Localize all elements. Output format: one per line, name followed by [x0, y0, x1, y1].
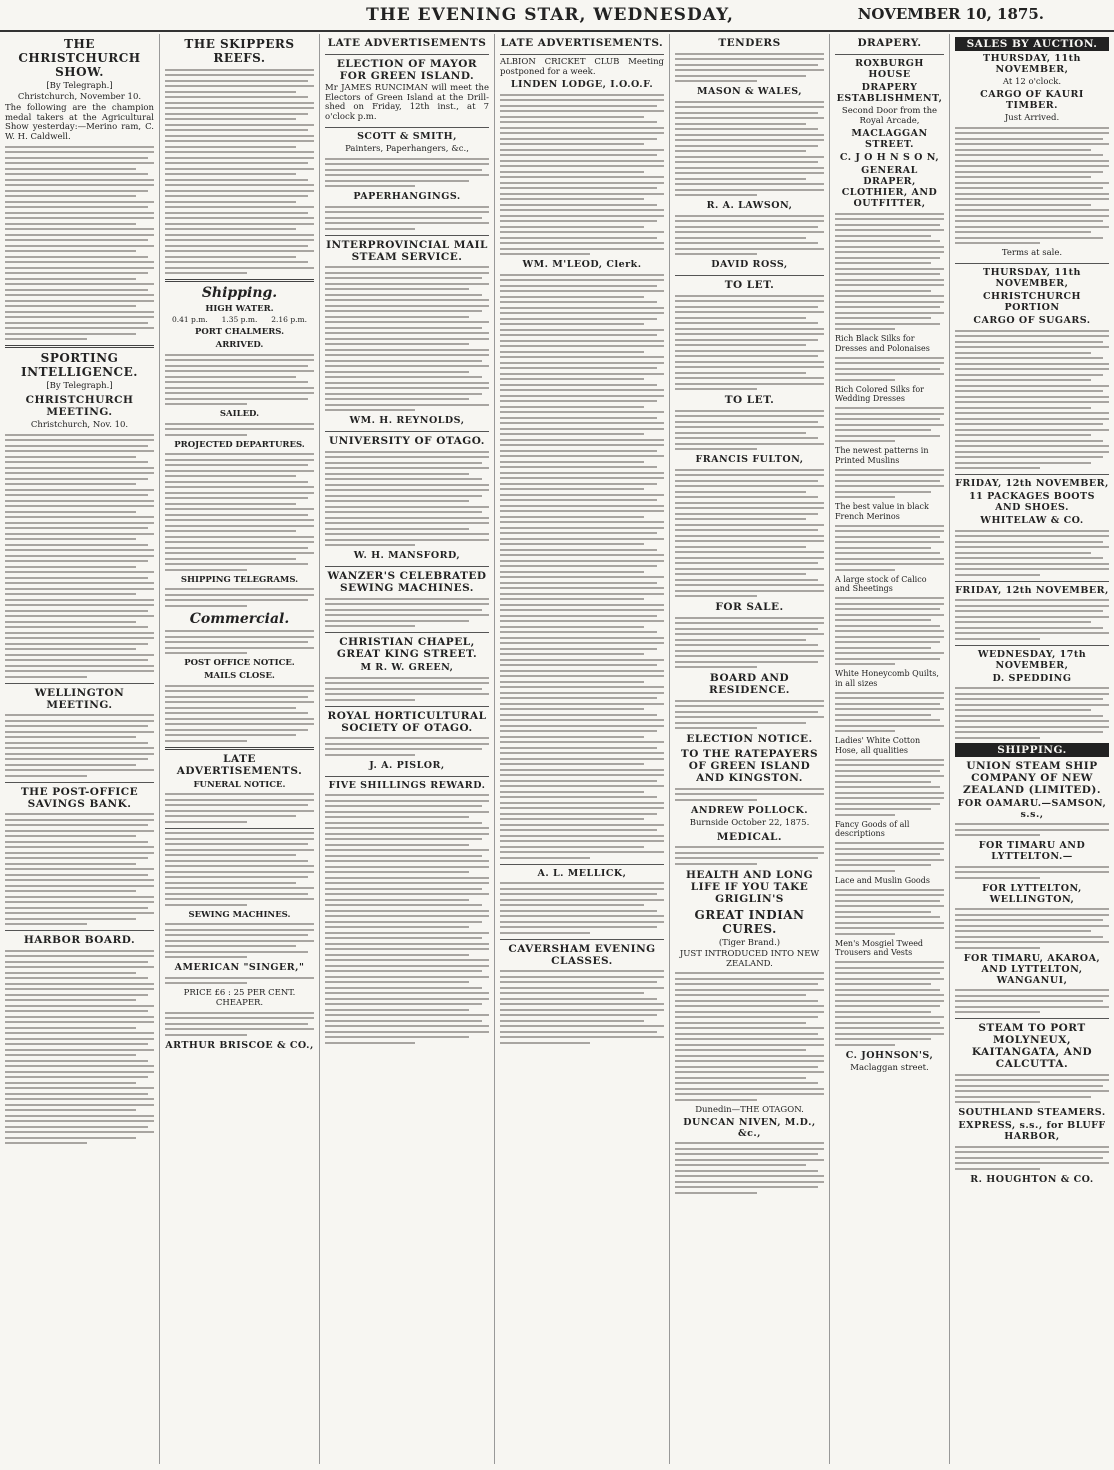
funeral-heading: FUNERAL NOTICE.: [193, 779, 286, 790]
tide-times: [165, 315, 314, 324]
article-body: [955, 330, 1109, 470]
packages-heading: 11 PACKAGES BOOTS AND SHOES.: [969, 491, 1095, 513]
pislor-signature: J. A. PISLOR,: [369, 759, 445, 771]
sewing-heading: SEWING MACHINES.: [188, 909, 291, 920]
tide-a: 0.41 p.m.: [171, 315, 208, 324]
cargo-kauri: CARGO OF KAURI TIMBER.: [980, 89, 1084, 111]
goods-item: The best value in black French Merinos: [835, 502, 929, 521]
just-arrived: Just Arrived.: [1004, 113, 1060, 123]
johnson-name: C. J O H N S O N,: [839, 152, 940, 163]
pollock-signature: ANDREW POLLOCK.: [690, 804, 809, 816]
sales-heading: SALES BY AUCTION.: [955, 37, 1109, 51]
article-body: [500, 94, 664, 256]
article-body: [675, 215, 824, 256]
mason-wales: MASON & WALES,: [696, 86, 803, 97]
article-body: [955, 823, 1109, 836]
for-sale-heading: FOR SALE.: [715, 601, 784, 613]
newspaper-title: THE EVENING STAR, WEDNESDAY,: [366, 5, 734, 25]
for-timaru-2: FOR TIMARU, AKAROA, AND LYTTELTON, WANGANUI,: [963, 952, 1101, 986]
article-body: [325, 737, 489, 756]
cargo-sugars: CARGO OF SUGARS.: [973, 315, 1091, 326]
article-body: [165, 685, 314, 742]
meeting-dateline: Christchurch, Nov. 10.: [30, 420, 129, 430]
show-dateline: Christchurch, November 10.: [17, 92, 142, 102]
high-water-label: HIGH WATER.: [205, 304, 274, 314]
column-6: [830, 34, 950, 1464]
sailed-heading: SAILED.: [219, 409, 260, 419]
show-heading: THE CHRISTCHURCH SHOW.: [18, 37, 141, 79]
spedding-name: D. SPEDDING: [992, 672, 1072, 684]
mansford-signature: W. H. MANSFORD,: [353, 550, 461, 561]
article-body: [5, 146, 154, 341]
article-body: [165, 793, 314, 823]
column-7: [950, 34, 1114, 1464]
goods-list: [835, 334, 944, 1046]
savings-heading: THE POST-OFFICE SAVINGS BANK.: [20, 785, 139, 810]
union-company: UNION STEAM SHIP COMPANY OF NEW ZEALAND (LIMITED).: [962, 759, 1102, 796]
singer-price: PRICE £6 : 25 PER CENT. CHEAPER.: [183, 988, 296, 1008]
mail-heading: INTERPROVINCIAL MAIL STEAM SERVICE.: [326, 238, 488, 263]
article-body: [675, 410, 824, 451]
article-body: [165, 832, 314, 906]
thursday-heading-2: THURSDAY, 11th NOVEMBER,: [983, 267, 1081, 289]
article-body: [5, 714, 154, 777]
article-body: [500, 970, 664, 1044]
maclaggan-signature: Maclaggan street.: [850, 1062, 929, 1073]
article-body: [165, 423, 314, 436]
friday-heading: FRIDAY, 12th NOVEMBER,: [955, 478, 1109, 489]
article-body: [325, 794, 489, 1044]
article-body: [5, 813, 154, 925]
column-2: [160, 34, 320, 1464]
medical-heading: MEDICAL.: [716, 830, 783, 843]
dunedin-line: Dunedin—THE OTAGON.: [695, 1104, 804, 1115]
thursday-heading: THURSDAY, 11th NOVEMBER,: [983, 53, 1081, 75]
niven-name: DUNCAN NIVEN, M.D., &c.,: [683, 1116, 816, 1139]
goods-item: Rich Black Silks for Dresses and Polonaises: [835, 334, 930, 353]
article-body: [500, 274, 664, 859]
article-body: [675, 788, 824, 801]
article-body: [835, 213, 944, 331]
article-body: [5, 950, 154, 1145]
article-body: [5, 434, 154, 678]
late-heading: LATE ADVERTISEMENTS: [327, 37, 487, 49]
article-body: [165, 1012, 314, 1036]
goods-item: A large stock of Calico and Sheetings: [835, 574, 927, 593]
second-door: Second Door from the Royal Arcade,: [841, 106, 938, 126]
roxburgh-house: ROXBURGH HOUSE: [855, 58, 924, 80]
friday-heading-2: FRIDAY, 12th NOVEMBER,: [955, 584, 1109, 596]
article-body: [165, 453, 314, 571]
article-body: [675, 101, 824, 197]
houghton-signature: R. HOUGHTON & CO.: [970, 1173, 1094, 1185]
article-body: [325, 158, 489, 188]
article-body: [955, 908, 1109, 949]
post-office-heading: POST OFFICE NOTICE.: [184, 658, 295, 668]
article-body: [325, 266, 489, 411]
article-body: [165, 923, 314, 958]
southland-steamers: SOUTHLAND STEAMERS.: [958, 1107, 1106, 1118]
goods-item: Rich Colored Silks for Wedding Dresses: [835, 384, 924, 403]
election-text: Mr JAMES RUNCIMAN will meet the Electors of Green Island at the Drill-shed on Friday, 12th inst., at 7 o'clock p.m.: [325, 83, 489, 122]
article-body: [675, 617, 824, 669]
singer-name: AMERICAN "SINGER,": [174, 962, 305, 973]
general-draper: GENERAL DRAPER, CLOTHIER, AND OUTFITTER,: [841, 165, 938, 209]
late-adverts-heading: LATE ADVERTISEMENTS.: [176, 752, 303, 777]
chapel-heading: CHRISTIAN CHAPEL, GREAT KING STREET.: [336, 636, 478, 660]
article-body: [955, 866, 1109, 879]
article-body: [165, 354, 314, 406]
for-timaru: FOR TIMARU AND LYTTELTON.—: [978, 840, 1086, 862]
reefs-heading: THE SKIPPERS REEFS.: [184, 37, 295, 65]
show-text: The following are the champion medal takers at the Agricultural Show yesterday:—Merino ram, C. W. H. Caldwell.: [5, 103, 154, 142]
wednesday-heading: WEDNESDAY, 17th NOVEMBER,: [977, 648, 1087, 671]
article-body: [165, 630, 314, 654]
article-body: [675, 295, 824, 391]
article-body: [955, 127, 1109, 245]
drapery-establishment: DRAPERY ESTABLISHMENT,: [836, 82, 943, 104]
goods-item: Men's Mosgiel Tweed Trousers and Vests: [835, 938, 924, 957]
goods-item: Ladies' White Cotton Hose, all qualities: [835, 736, 921, 755]
johnson-signature: C. JOHNSON'S,: [845, 1049, 934, 1061]
tenders-heading: TENDERS: [718, 37, 781, 49]
column-1: [0, 34, 160, 1464]
terms-sale: Terms at sale.: [1001, 248, 1063, 258]
article-body: [955, 687, 1109, 739]
article-body: [325, 677, 489, 701]
to-let-heading-2: TO LET.: [724, 394, 775, 406]
introduced-line: JUST INTRODUCED INTO NEW ZEALAND.: [679, 948, 820, 969]
shipping-heading: SHIPPING.: [955, 743, 1109, 757]
melick-name: A. L. MELLICK,: [537, 867, 627, 879]
wellington-heading: WELLINGTON MEETING.: [34, 686, 125, 711]
drapery-heading: DRAPERY.: [857, 37, 922, 49]
tide-c: 2.16 p.m.: [271, 315, 308, 324]
column-3: [320, 34, 495, 1464]
by-telegraph: [By Telegraph.]: [46, 81, 113, 91]
reynolds-signature: WM. H. REYNOLDS,: [349, 415, 465, 426]
for-lyttelton: FOR LYTTELTON, WELLINGTON,: [982, 882, 1082, 905]
ross-signature: DAVID ROSS,: [711, 259, 788, 270]
article-body: [955, 989, 1109, 1013]
sporting-heading: SPORTING INTELLIGENCE.: [21, 351, 138, 379]
paperhangings: PAPERHANGINGS.: [353, 191, 461, 202]
arrived-heading: ARRIVED.: [215, 340, 264, 350]
article-body: [955, 1074, 1109, 1104]
health-heading: HEALTH AND LONG LIFE IF YOU TAKE GRIGLIN'S: [685, 868, 814, 905]
cricket-notice: ALBION CRICKET CLUB Meeting postponed for a week.: [500, 57, 664, 77]
maclaggan-street: MACLAGGAN STREET.: [851, 128, 928, 150]
goods-item: White Honeycomb Quilts, in all sizes: [835, 669, 939, 688]
article-body: [675, 53, 824, 83]
article-body: [675, 972, 824, 1101]
lawson-signature: R. A. LAWSON,: [706, 200, 793, 211]
to-let-heading: TO LET.: [724, 279, 775, 291]
ratepayers-heading: TO THE RATEPAYERS OF GREEN ISLAND AND KINGSTON.: [680, 748, 819, 784]
article-body: [955, 599, 1109, 640]
indian-cures-heading: GREAT INDIAN CURES.: [694, 907, 805, 936]
issue-date: NOVEMBER 10, 1875.: [857, 5, 1044, 23]
article-body: [955, 1146, 1109, 1170]
masthead: [0, 0, 1114, 32]
goods-item: Fancy Goods of all descriptions: [835, 819, 910, 838]
projected-heading: PROJECTED DEPARTURES.: [174, 439, 305, 450]
mcleod-signature: WM. M'LEOD, Clerk.: [522, 259, 642, 270]
at-twelve: At 12 o'clock.: [1002, 77, 1062, 87]
tide-b: 1.35 p.m.: [221, 315, 258, 324]
reward-heading: FIVE SHILLINGS REWARD.: [328, 779, 486, 791]
lodge-heading: LINDEN LODGE, I.O.O.F.: [510, 79, 654, 90]
late-heading-2: LATE ADVERTISEMENTS.: [500, 37, 664, 49]
election-notice-heading: ELECTION NOTICE.: [686, 733, 813, 745]
article-body: [165, 588, 314, 607]
commercial-title: Commercial.: [189, 610, 290, 627]
scott-smith: SCOTT & SMITH,: [357, 131, 457, 142]
steam-port: STEAM TO PORT MOLYNEUX, KAITANGATA, AND CALCUTTA.: [971, 1022, 1093, 1070]
article-body: [325, 206, 489, 230]
for-oamaru: FOR OAMARU.—SAMSON, s.s.,: [957, 797, 1107, 820]
article-body: [325, 598, 489, 628]
horticultural-heading: ROYAL HORTICULTURAL SOCIETY OF OTAGO.: [327, 709, 487, 734]
goods-item: Lace and Muslin Goods: [835, 875, 930, 885]
mails-close-heading: MAILS CLOSE.: [204, 671, 275, 681]
burnside-date: Burnside October 22, 1875.: [689, 817, 810, 828]
wanzer-heading: WANZER'S CELEBRATED SEWING MACHINES.: [327, 570, 487, 594]
briscoe-signature: ARTHUR BRISCOE & CO.,: [165, 1039, 314, 1051]
painters-label: Painters, Paperhangers, &c.,: [345, 144, 469, 154]
article-body: [165, 977, 314, 985]
article-body: [165, 69, 314, 275]
fulton-signature: FRANCIS FULTON,: [695, 454, 804, 465]
tiger-brand: (Tiger Brand.): [718, 937, 781, 948]
port-heading: PORT CHALMERS.: [194, 327, 285, 337]
column-5: [670, 34, 830, 1464]
article-body: [675, 700, 824, 730]
university-heading: UNIVERSITY OF OTAGO.: [329, 435, 485, 447]
meeting-heading: CHRISTCHURCH MEETING.: [25, 394, 134, 418]
article-body: [675, 1142, 824, 1194]
caversham-heading: CAVERSHAM EVENING CLASSES.: [508, 942, 656, 967]
goods-item: The newest patterns in Printed Muslins: [835, 446, 929, 465]
election-heading: ELECTION OF MAYOR FOR GREEN ISLAND.: [336, 58, 478, 82]
shipping-telegrams-heading: SHIPPING TELEGRAMS.: [180, 574, 299, 585]
whitelaw-name: WHITELAW & CO.: [980, 515, 1084, 526]
express-bluff: EXPRESS, s.s., for BLUFF HARBOR,: [958, 1120, 1106, 1142]
shipping-title: Shipping.: [201, 285, 278, 301]
board-residence-heading: BOARD AND RESIDENCE.: [709, 672, 790, 696]
by-telegraph-2: [By Telegraph.]: [46, 381, 113, 391]
article-body: [675, 846, 824, 865]
article-body: [675, 469, 824, 598]
article-body: [325, 451, 489, 547]
article-body: [955, 530, 1109, 576]
green-name: M R. W. GREEN,: [360, 662, 454, 673]
column-4: [495, 34, 670, 1464]
article-body: [500, 882, 664, 934]
christchurch-portion: CHRISTCHURCH PORTION: [982, 291, 1082, 313]
harbor-heading: HARBOR BOARD.: [23, 934, 136, 946]
